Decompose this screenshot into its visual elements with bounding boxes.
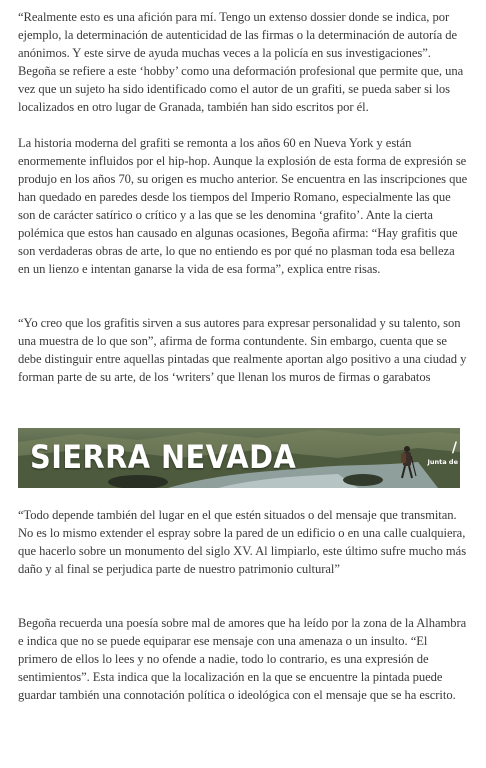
banner-title: SIERRA NEVADA	[30, 438, 297, 476]
banner-slash: /	[451, 440, 457, 456]
banner-credit: Junta de	[427, 458, 458, 466]
sierra-nevada-ad-banner[interactable]	[18, 428, 460, 488]
article-paragraph-5: Begoña recuerda una poesía sobre mal de amores que ha leído por la zona de la Alhambra e indica que no se puede equiparar ese mensaje con una amenaza o un insulto. “El primero de ellos lo lees y no ofende a nadie, todo lo contrario, es una expresión de sentimientos”. Esta indica que la localización en la que se encuentre la pintada puede guardar también una connotación política o ideológica con el mensaje que se ha escrito.	[18, 616, 467, 702]
article-paragraph-1: “Realmente esto es una afición para mí. Tengo un extenso dossier donde se indica, por ejemplo, la determinación de autenticidad de las firmas o la determinación de autoría de anónimos. Y este sirve de ayuda muchas veces a la policía en sus investigaciones”. Begoña se refiere a este ‘hobby’ como una deformación profesional que permite que, una vez que un sujeto ha sido identificado como el autor de un grafiti, se pueda saber si los localizados en otro lugar de Granada, también han sido escritos por él.	[18, 10, 464, 114]
article-paragraph-2: La historia moderna del grafiti se remonta a los años 60 en Nueva York y están enormemente influidos por el hip-hop. Aunque la explosión de esta forma de expresión se produjo en los años 70, su origen es mucho anterior. Se encuentra en las inscripciones que han quedado en paredes desde los tiempos del Imperio Romano, especialmente las que son de carácter satírico o crítico y a las que se les denomina ‘grafito’. Ante la cierta polémica que estos han causado en algunas ocasiones, Begoña afirma: “Hay grafitis que son verdaderas obras de arte, lo que no entiendo es por qué no plasman toda esa belleza en un lienzo e intentan ganarse la vida de esa forma”, explica entre risas.	[18, 136, 468, 276]
article-paragraph-4: “Todo depende también del lugar en el que estén situados o del mensaje que transmitan. No es lo mismo extender el espray sobre la pared de un edificio o en una calle cualquiera, que hacerlo sobre un monumento del siglo XV. Al limpiarlo, este último sufre mucho más daño y al final se perjudica parte de nuestro patrimonio cultural”	[18, 508, 467, 576]
article-paragraph-3: “Yo creo que los grafitis sirven a sus autores para expresar personalidad y su talento, son una muestra de lo que son”, afirma de forma contundente. Sin embargo, cuenta que se debe distinguir entre aquellas pintadas que realmente aportan algo positivo a una ciudad y forman parte de su arte, de los ‘writers’ que llenan los muros de firmas o garabatos	[18, 316, 467, 384]
